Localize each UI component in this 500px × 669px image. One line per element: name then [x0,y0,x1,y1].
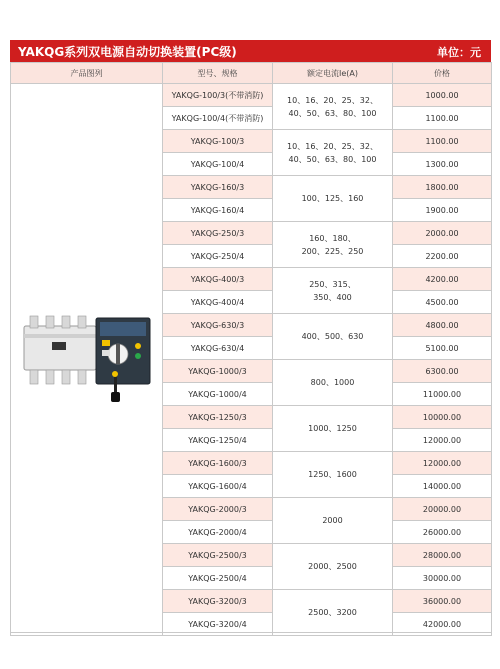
price-cell: 30000.00 [393,567,492,590]
transfer-switch-image [22,312,152,407]
model-cell: YAKQG-100/4(不带消防) [163,107,273,130]
model-cell: YAKQG-160/4 [163,199,273,222]
price-cell: 28000.00 [393,544,492,567]
model-cell: YAKQG-2500/3 [163,544,273,567]
price-cell: 14000.00 [393,475,492,498]
rated-current-cell [273,130,393,176]
model-cell: YAKQG-160/3 [163,176,273,199]
rated-current-cell [273,590,393,636]
model-cell: YAKQG-100/4 [163,153,273,176]
rated-current-line: 160、180、 [309,233,356,243]
rated-current-line: 40、50、63、80、100 [288,154,377,164]
model-cell: YAKQG-2500/4 [163,567,273,590]
price-cell: 42000.00 [393,613,492,636]
rated-current-cell [273,406,393,452]
price-cell: 4500.00 [393,291,492,314]
price-cell: 2000.00 [393,222,492,245]
price-cell: 1000.00 [393,84,492,107]
model-cell: YAKQG-250/4 [163,245,273,268]
rated-current-cell [273,84,393,130]
price-cell: 4200.00 [393,268,492,291]
unit-label: 单位：元 [437,46,481,59]
rated-current-line: 250、315、 [309,279,356,289]
model-cell: YAKQG-1600/3 [163,452,273,475]
price-cell: 20000.00 [393,498,492,521]
price-cell: 36000.00 [393,590,492,613]
rated-current-line: 2000 [322,516,343,525]
rated-current-line: 800、1000 [310,378,355,387]
model-cell: YAKQG-400/3 [163,268,273,291]
price-cell: 12000.00 [393,452,492,475]
rated-current-cell [273,222,393,268]
price-cell: 6300.00 [393,360,492,383]
bottom-divider [10,632,491,633]
model-cell: YAKQG-2000/3 [163,498,273,521]
model-cell: YAKQG-1000/3 [163,360,273,383]
price-cell: 1800.00 [393,176,492,199]
page-title: YAKQG系列双电源自动切换装置(PC级) [18,45,237,59]
price-cell: 10000.00 [393,406,492,429]
price-cell: 11000.00 [393,383,492,406]
model-cell: YAKQG-100/3(不带消防) [163,84,273,107]
price-cell: 26000.00 [393,521,492,544]
rated-current-line: 40、50、63、80、100 [288,108,377,118]
column-header-image: 产品图列 [11,63,163,84]
price-cell: 12000.00 [393,429,492,452]
price-cell: 1100.00 [393,107,492,130]
rated-current-line: 400、500、630 [301,332,364,341]
model-cell: YAKQG-1250/3 [163,406,273,429]
rated-current-cell [273,544,393,590]
model-cell: YAKQG-250/3 [163,222,273,245]
price-cell: 4800.00 [393,314,492,337]
rated-current-line: 10、16、20、25、32、 [287,141,378,151]
price-cell: 1300.00 [393,153,492,176]
model-cell: YAKQG-100/3 [163,130,273,153]
rated-current-line: 1250、1600 [308,470,357,479]
model-cell: YAKQG-630/4 [163,337,273,360]
model-cell: YAKQG-2000/4 [163,521,273,544]
column-header-current: 额定电流Ie(A) [273,63,393,84]
rated-current-line: 100、125、160 [301,194,364,203]
rated-current-cell [273,360,393,406]
rated-current-line: 350、400 [313,292,352,302]
model-cell: YAKQG-1600/4 [163,475,273,498]
model-cell: YAKQG-3200/4 [163,613,273,636]
rated-current-cell [273,176,393,222]
table-row [11,84,492,107]
rated-current-cell [273,498,393,544]
model-cell: YAKQG-1000/4 [163,383,273,406]
rated-current-line: 1000、1250 [308,424,357,433]
price-cell: 1100.00 [393,130,492,153]
rated-current-cell [273,314,393,360]
product-image-cell [11,84,163,636]
model-cell: YAKQG-400/4 [163,291,273,314]
rated-current-line: 200、225、250 [301,246,364,256]
title-bar [10,40,491,62]
rated-current-cell [273,268,393,314]
rated-current-line: 2500、3200 [308,608,357,617]
rated-current-line: 10、16、20、25、32、 [287,95,378,105]
table-header-row [11,63,492,84]
price-cell: 1900.00 [393,199,492,222]
column-header-price: 价格 [393,63,492,84]
price-table [10,62,492,636]
rated-current-cell [273,452,393,498]
column-header-model: 型号、规格 [163,63,273,84]
model-cell: YAKQG-630/3 [163,314,273,337]
model-cell: YAKQG-1250/4 [163,429,273,452]
rated-current-line: 2000、2500 [308,562,357,571]
price-cell: 5100.00 [393,337,492,360]
price-cell: 2200.00 [393,245,492,268]
model-cell: YAKQG-3200/3 [163,590,273,613]
